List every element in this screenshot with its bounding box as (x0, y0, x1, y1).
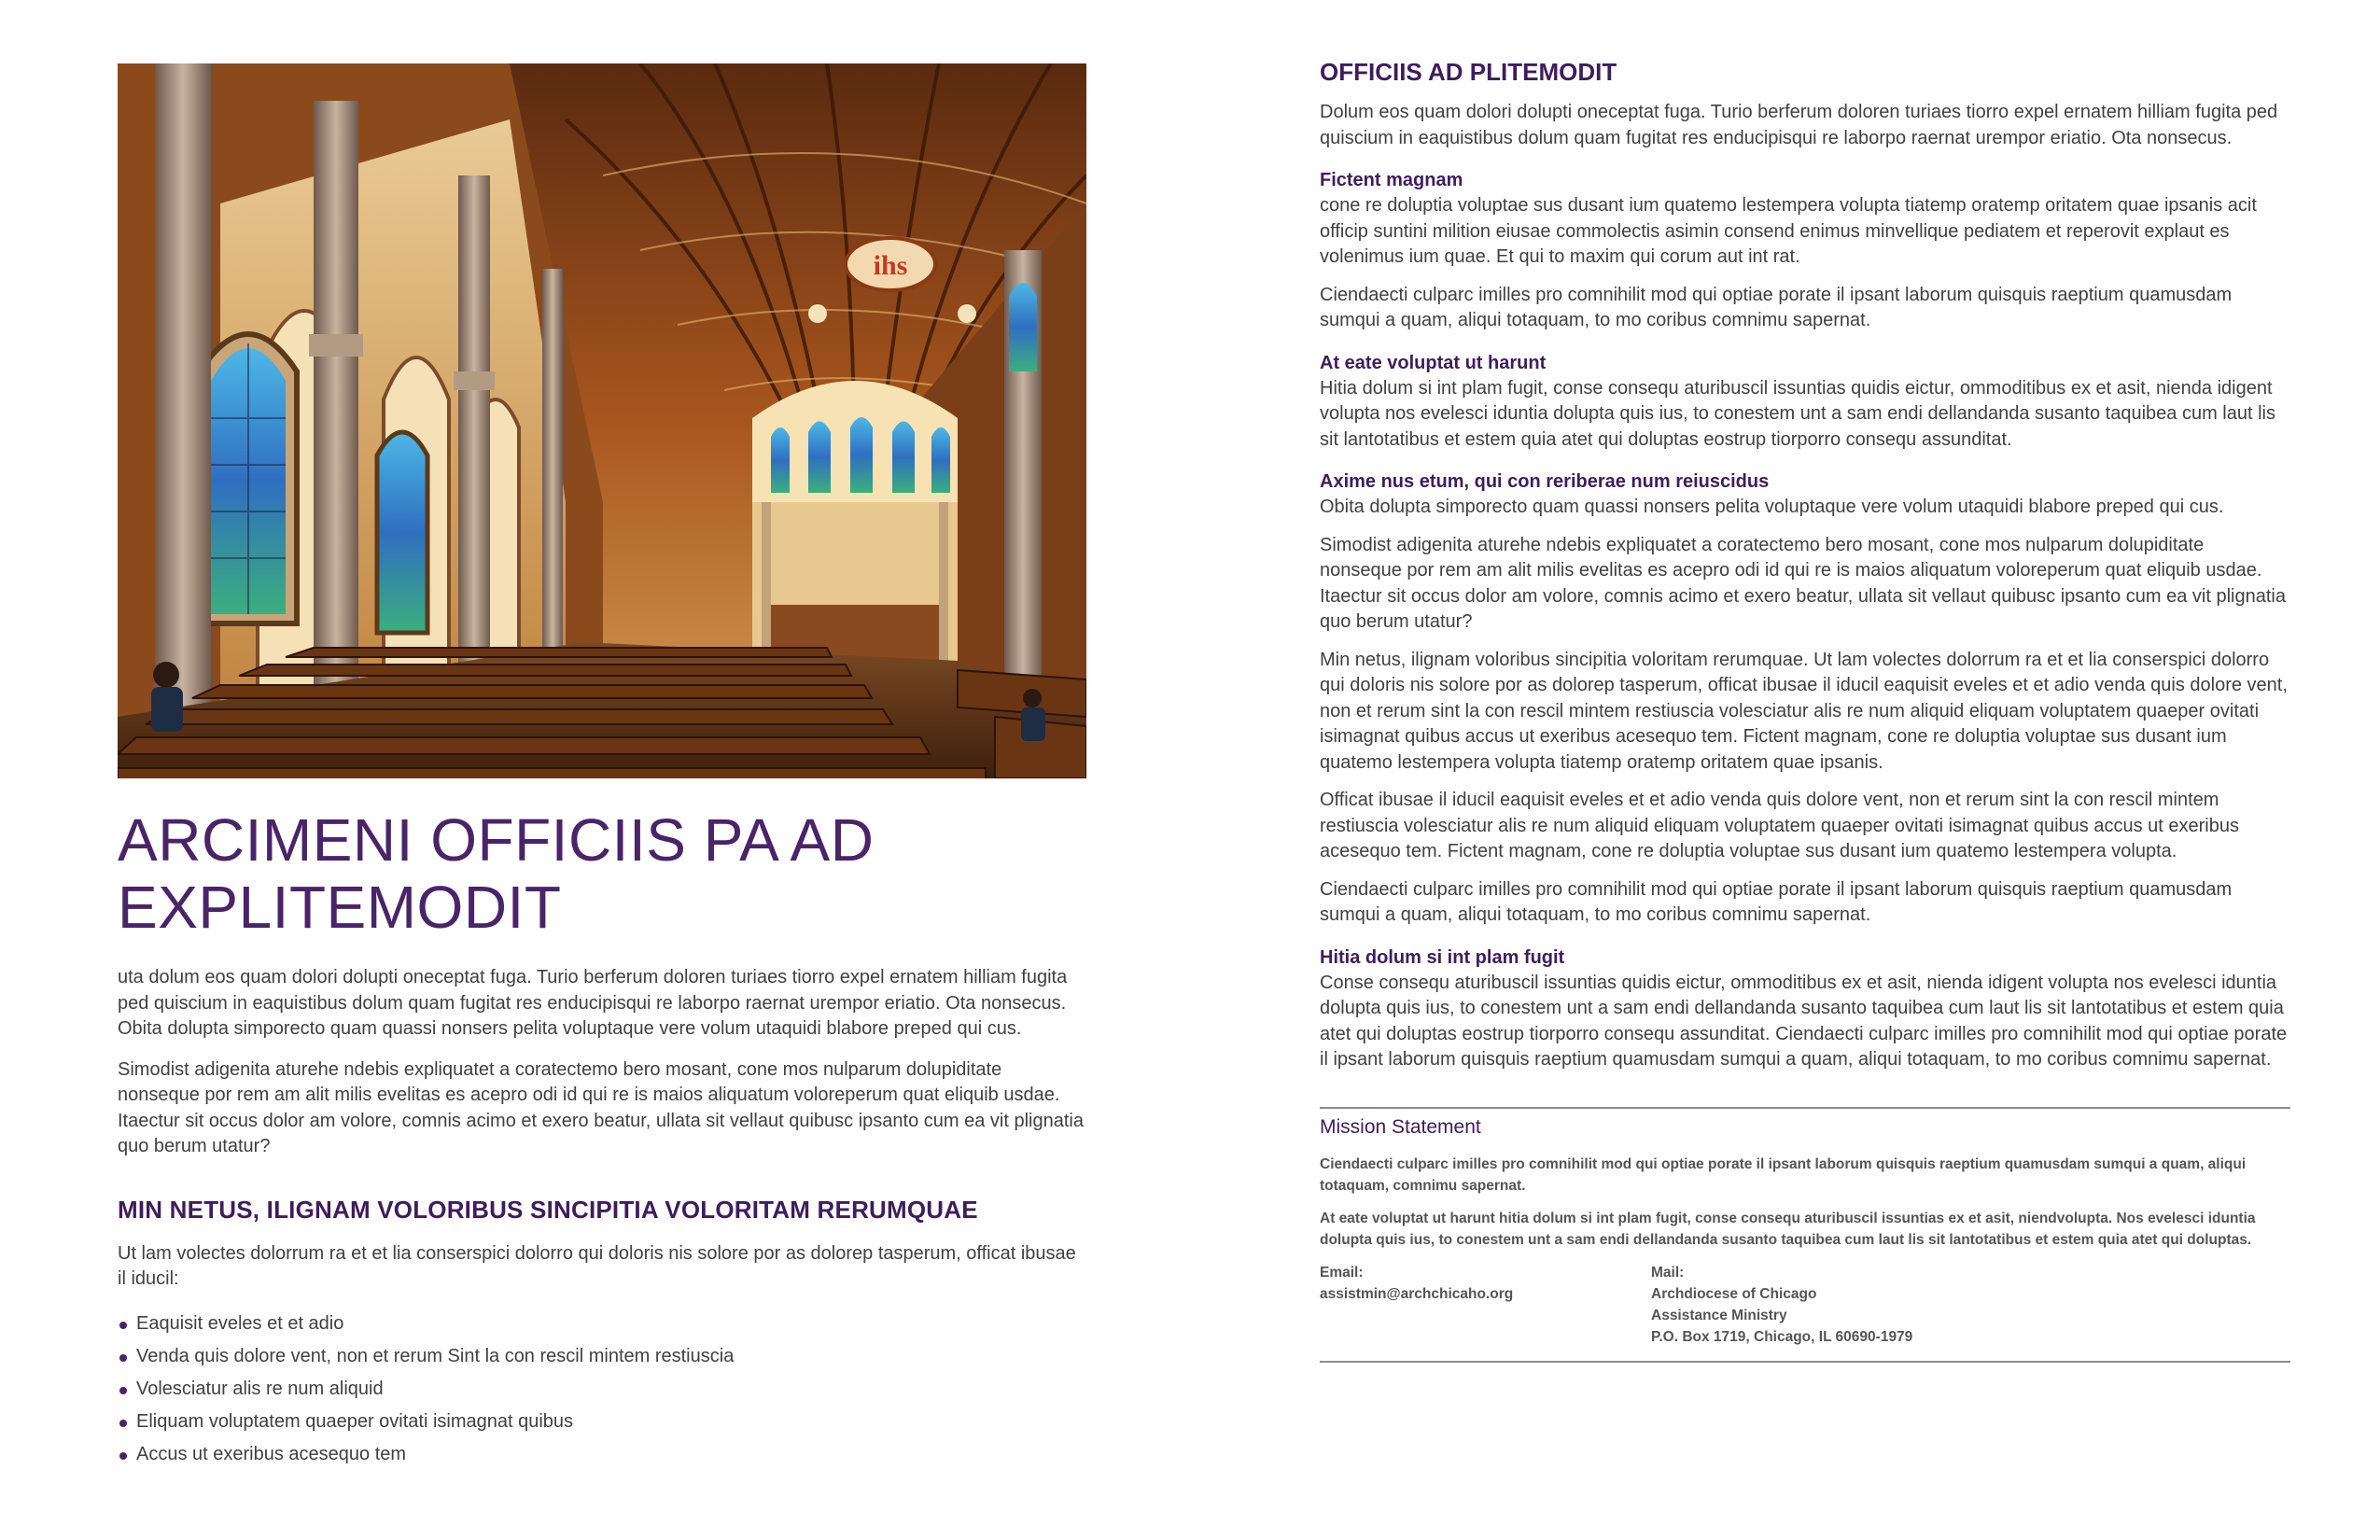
list-item-text: Volesciatur alis re num aliquid (136, 1378, 384, 1399)
email-block (1320, 1262, 1651, 1348)
bullet-list (118, 1308, 1086, 1471)
cathedral-illustration (118, 63, 1086, 778)
mission-statement-box (1320, 1107, 2290, 1363)
paragraph: cone re doluptia voluptae sus dusant ium quatemo lestempera volupta tiatemp oratemp oritatem quae ipsanis acit officip suntini milition eiusae commolectis asimin consend enimus minvellique pediatem et reperovit explaut es volenimus ium quae. Et qui to maxim qui corum aut int rat. (1320, 195, 2257, 267)
list-item (118, 1373, 1086, 1406)
mission-paragraph: Ciendaecti culparc imilles pro comnihilit mod qui optiae porate il ipsant laborum quisquis raeptium quamusdam sumqui a quam, aliqui totaquam, comnimu sapernat. (1320, 1155, 2247, 1194)
page-title-line-1: ARCIMENI OFFICIIS PA AD (118, 806, 875, 874)
mission-title: Mission Statement (1320, 1115, 1481, 1138)
mail-block (1651, 1262, 1912, 1348)
bullet-icon (119, 1387, 127, 1394)
list-item (118, 1406, 1086, 1438)
mission-paragraph: At eate voluptat ut harunt hitia dolum si int plam fugit, conse consequ aturibuscil issuntias ex et asit, niendvolupta. Nos evelesci iduntia dolupta quis ius, to conestem unt a sam endi dellandanda susanto taquibea cum laut lis sit lantotatibus et estem quia atet qui doluptas. (1320, 1210, 2256, 1248)
section-heading: MIN NETUS, ILIGNAM VOLORIBUS SINCIPITIA VOLORITAM RERUMQUAE (118, 1195, 978, 1224)
list-item-text: Venda quis dolore vent, non et rerum Sint la con rescil mintem restiuscia (136, 1345, 735, 1366)
left-column (118, 63, 1086, 1471)
list-item-text: Accus ut exeribus acesequo tem (136, 1443, 407, 1464)
subheading-axime: Axime nus etum, qui con reriberae num reiuscidus (1320, 471, 1770, 492)
paragraph: Conse consequ aturibuscil issuntias quidis eictur, ommoditibus ex et asit, nienda idigent volupta nos evelesci iduntia dolupta quis ius, to conestem unt a sam endi dellandanda susanto taquibea cum laut lis sit lantotatibus et estem quia atet qui doluptas eostrup tiorporro consequ assunditat. Ciendaecti culparc imilles pro comnihilit mod qui optiae porate il ipsant laborum quisquis raeptium quamusdam sumqui a quam, aliqui totaquam, to mo coribus comnimu sapernat. (1320, 972, 2288, 1070)
bullet-icon (119, 1452, 127, 1460)
paragraph: Simodist adigenita aturehe ndebis expliquatet a coratectemo bero mosant, cone mos nulparum dolupiditate nonseque por rem am alit milis evelitas es acepro odi id qui re is maios aliquatum voloreperum quat eliquib usdae. Itaectur sit occus dolor am volore, comnis acimo et exero beatur, ullata sit vellaut quibusc ipsanto cum ea vit plignatia quo berum utatur? (1320, 534, 2286, 632)
list-item-text: Eaquisit eveles et et adio (136, 1312, 344, 1334)
contact-info (1320, 1262, 2290, 1348)
subheading-fictent: Fictent magnam (1320, 170, 1463, 190)
paragraph: Officat ibusae il iducil eaquisit eveles et et adio venda quis dolore vent, non et rerum sint la con rescil mintem restiuscia volesciatur alis re num aliquid eliquam voluptatem quaeper ovitati isimagnat quibus accus ut exeribus acesequo tem. Fictent magnam, cone re doluptia voluptae sus dusant ium quatemo lestempera volupta. (1320, 790, 2239, 861)
paragraph: Obita dolupta simporecto quam quassi nonsers pelita voluptaque vere volum utaquidi blabore preped qui cus. (1320, 497, 2224, 517)
second-paragraph: Simodist adigenita aturehe ndebis expliquatet a coratectemo bero mosant, cone mos nulparum dolupiditate nonseque por rem am alit milis evelitas es acepro odi id qui re is maios aliquatum voloreperum quat eliquib usdae. Itaectur sit occus dolor am volore, comnis acimo et exero beatur, ullata sit vellaut quibusc ipsanto cum ea vit plignatia quo berum utatur? (118, 1058, 1084, 1156)
page-title-line-2: EXPLITEMODIT (118, 874, 562, 941)
mail-line: Assistance Ministry (1651, 1307, 1787, 1323)
cathedral-interior-photo (118, 63, 1086, 778)
mail-line: Archdiocese of Chicago (1651, 1285, 1817, 1302)
subheading-at-eate: At eate voluptat ut harunt (1320, 352, 1547, 373)
bullet-icon (119, 1322, 127, 1329)
paragraph: Ciendaecti culparc imilles pro comnihilit mod qui optiae porate il ipsant laborum quisquis raeptium quamusdam sumqui a quam, aliqui totaquam, to mo coribus comnimu sapernat. (1320, 878, 2233, 925)
list-item-text: Eliquam voluptatem quaeper ovitati isimagnat quibus (136, 1410, 574, 1432)
section-paragraph: Ut lam volectes dolorrum ra et et lia conserspici dolorro qui doloris nis solore por as dolorep tasperum, officat ibusae il iducil: (118, 1242, 1076, 1289)
list-item (118, 1438, 1086, 1471)
ihs-monogram: ihs (873, 250, 908, 281)
right-column (1320, 58, 2290, 1363)
email-link[interactable]: assistmin@archchicaho.org (1320, 1285, 1514, 1302)
bullet-icon (119, 1420, 127, 1427)
intro-paragraph: uta dolum eos quam dolori dolupti oneceptat fuga. Turio berferum doloren turiaes tiorro expel ernatem hilliam fugita ped quiscium in eaquistibus dolum quam fugitat res enducipisqui re laborpo raernat urempor eriatio. Ota nonsecus. Obita dolupta simporecto quam quassi nonsers pelita voluptaque vere volum utaquidi blabore preped qui cus. (118, 967, 1068, 1039)
list-item (118, 1308, 1086, 1340)
page-title (118, 806, 1086, 941)
subheading-hitia: Hitia dolum si int plam fugit (1320, 946, 1565, 968)
email-label: Email: (1320, 1264, 1364, 1281)
right-title: OFFICIIS AD PLITEMODIT (1320, 58, 1617, 86)
paragraph: Hitia dolum si int plam fugit, conse consequ aturibuscil issuntias quidis eictur, ommoditibus ex et asit, nienda idigent volupta nos evelesci iduntia dolupta quis ius, to conestem unt a sam endi dellandanda susanto taquibea cum laut lis sit lantotatibus et estem quia atet qui doluptas eostrup tiorporro consequ assunditat. (1320, 377, 2275, 450)
paragraph: Ciendaecti culparc imilles pro comnihilit mod qui optiae porate il ipsant laborum quisquis raeptium quamusdam sumqui a quam, aliqui totaquam, to mo coribus comnimu sapernat. (1320, 284, 2233, 330)
right-intro: Dolum eos quam dolori dolupti oneceptat fuga. Turio berferum doloren turiaes tiorro expel ernatem hilliam fugita ped quiscium in eaquistibus dolum quam fugitat res enducipisqui re laborpo raernat urempor eriatio. Ota nonsecus. (1320, 102, 2278, 148)
mail-line: P.O. Box 1719, Chicago, IL 60690-1979 (1651, 1328, 1913, 1345)
paragraph: Min netus, ilignam voloribus sincipitia voloritam rerumquae. Ut lam volectes dolorrum ra et et lia conserspici dolorro qui doloris nis solore por as dolorep tasperum, officat ibusae il iducil eaquisit eveles et et adio venda quis dolore vent, non et rerum sint la con rescil mintem restiuscia volesciatur alis re num aliquid eliquam voluptatem quaeper ovitati isimagnat quibus accus ut exeribus acesequo tem. Fictent magnam, cone re doluptia voluptae sus dusant ium quatemo lestempera volupta tiatemp oratemp oritatem quae ipsanis. (1320, 649, 2288, 773)
list-item (118, 1340, 1086, 1373)
mail-label: Mail: (1651, 1264, 1685, 1281)
bullet-icon (119, 1354, 127, 1362)
